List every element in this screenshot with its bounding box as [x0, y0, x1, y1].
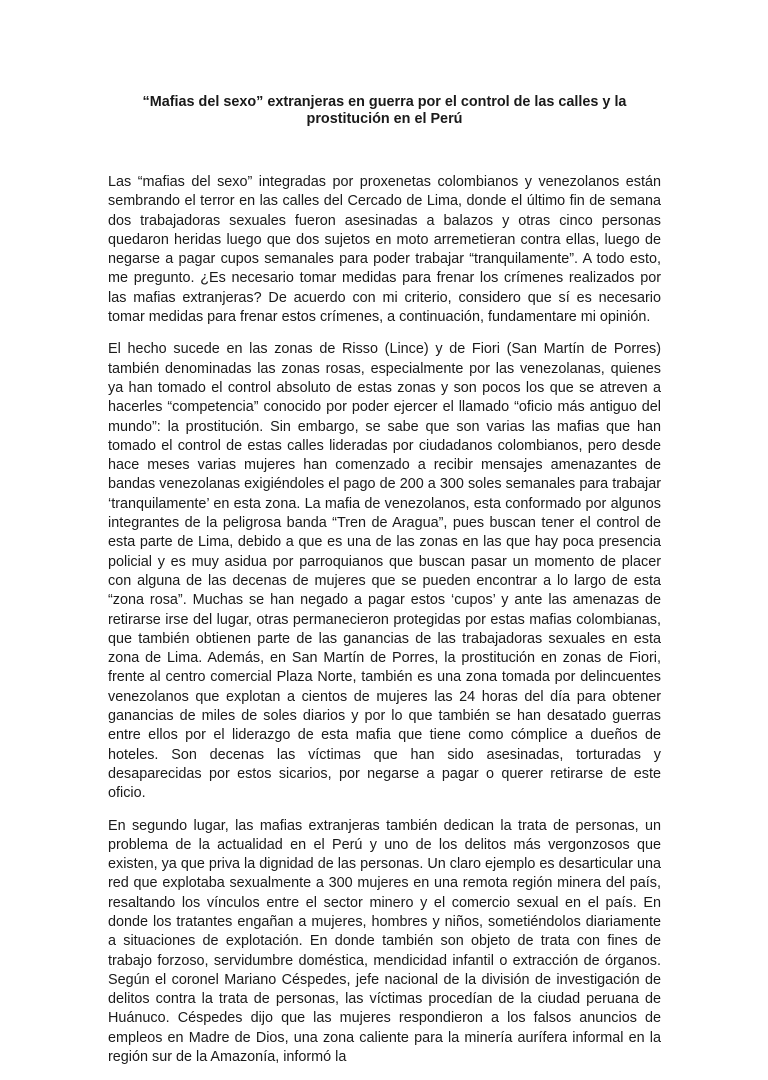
document-body — [108, 173, 661, 1067]
paragraph-2: El hecho sucede en las zonas de Risso (Lince) y de Fiori (San Martín de Porres) también denominadas las zonas rosas, especialmente por las venezolanas, quienes ya han tomado el control absoluto de estas zonas y son pocos los que se atreven a hacerles “competencia” conocido por poder ejercer el llamado “oficio más antiguo del mundo”: la prostitución. Sin embargo, se sabe que son varias las mafias que han tomado el control de estas calles lideradas por ciudadanos colombianos, pero desde hace meses varias mujeres han comenzado a recibir mensajes amenazantes de bandas venezolanas exigiéndoles el pago de 200 a 300 soles semanales para trabajar ‘tranquilamente’ en esta zona. La mafia de venezolanos, esta conformado por algunos integrantes de la peligrosa banda “Tren de Aragua”, pues buscan tener el control de esta parte de Lima, debido a que es una de las zonas en las que hay poca presencia policial y es muy asidua por parroquianos que buscan pasar un momento de placer con alguna de las decenas de mujeres que se pueden encontrar a lo largo de esta “zona rosa”. Muchas se han negado a pagar estos ‘cupos’ y ante las amenazas de retirarse irse del lugar, otras permanecieron protegidas por estas mafias colombianas, que también obtienen parte de las ganancias de las trabajadoras sexuales en esta zona de Lima. Además, en San Martín de Porres, la prostitución en zonas de Fiori, frente al centro comercial Plaza Norte, también es una zona tomada por delincuentes venezolanos que explotan a cientos de mujeres las 24 horas del día para obtener ganancias de miles de soles diarios y por lo que también se han desatado guerras entre ellos por el liderazgo de esta mafia que tiene como cómplice a dueños de hoteles. Son decenas las víctimas que han sido asesinadas, torturadas y desaparecidas por estos sicarios, por negarse a pagar o querer retirarse de este oficio. — [108, 341, 661, 802]
paragraph-3: En segundo lugar, las mafias extranjeras también dedican la trata de personas, un problema de la actualidad en el Perú y uno de los delitos más vergonzosos que existen, ya que priva la dignidad de las personas. Un claro ejemplo es desarticular una red que explotaba sexualmente a 300 mujeres en una remota región minera del país, resaltando los vínculos entre el sector minero y el comercio sexual en el país. En donde los tratantes engañan a mujeres, hombres y niños, sometiéndolos diariamente a situaciones de explotación. En donde también son objeto de trata con fines de trabajo forzoso, servidumbre doméstica, mendicidad infantil o extracción de órganos. Según el coronel Mariano Céspedes, jefe nacional de la división de investigación de delitos contra la trata de personas, las víctimas procedían de la ciudad peruana de Huánuco. Céspedes dijo que las mujeres respondieron a los falsos anuncios de empleos en Madre de Dios, una zona caliente para la minería aurífera informal en la región sur de la Amazonía, informó la — [108, 817, 661, 1066]
paragraph-1: Las “mafias del sexo” integradas por proxenetas colombianos y venezolanos están sembrando el terror en las calles del Cercado de Lima, donde el último fin de semana dos trabajadoras sexuales fueron asesinadas a balazos y otras cinco personas quedaron heridas luego que dos sujetos en moto arremetieran contra ellas, luego de negarse a pagar cupos semanales para poder trabajar “tranquilamente”. A todo esto, me pregunto. ¿Es necesario tomar medidas para frenar los crímenes realizados por las mafias extranjeras? De acuerdo con mi criterio, considero que sí es necesario tomar medidas para frenar estos crímenes, a continuación, fundamentare mi opinión. — [108, 174, 661, 326]
document-page — [108, 0, 661, 1080]
document-title: “Mafias del sexo” extranjeras en guerra por el control de las calles y la prostitución en el Perú — [142, 94, 627, 127]
